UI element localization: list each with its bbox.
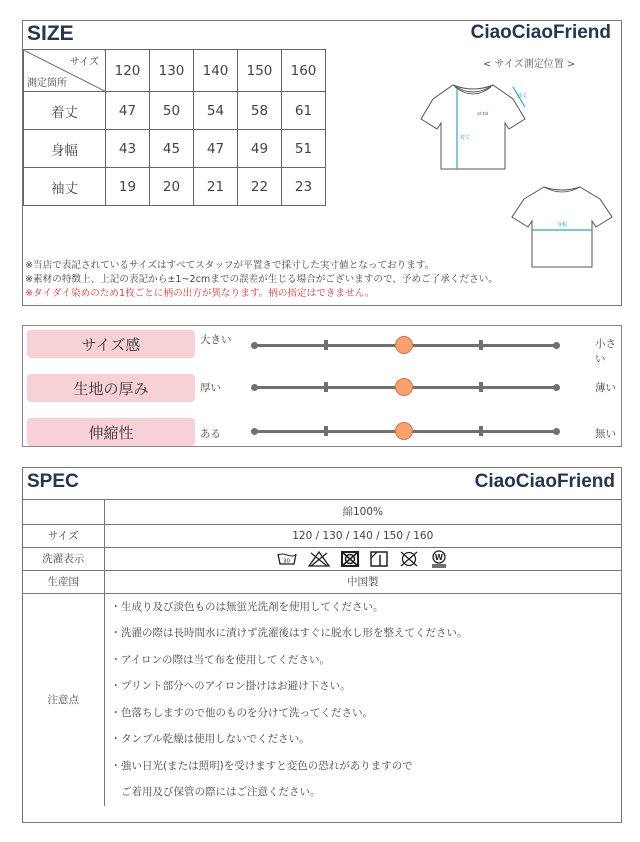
spec-label: 注意点 xyxy=(23,593,104,806)
brand-name: CiaoCiaoFriend xyxy=(470,22,611,43)
fit-label: サイズ感 xyxy=(27,330,195,358)
track-tick xyxy=(324,382,328,392)
cell: 47 xyxy=(194,130,238,168)
cell: 51 xyxy=(282,130,326,168)
no-tumble-dry-icon xyxy=(341,551,359,567)
fit-section xyxy=(22,325,622,447)
spec-row-cautions xyxy=(23,593,621,806)
wash-30-icon xyxy=(277,552,297,566)
no-dry-clean-icon xyxy=(399,551,419,567)
fit-left-text: ある xyxy=(200,428,221,440)
row-label: 着丈 xyxy=(24,92,106,130)
track-tick xyxy=(324,426,328,436)
svg-text:30: 30 xyxy=(283,558,291,564)
cell: 23 xyxy=(282,168,326,206)
track-tick xyxy=(479,340,483,350)
tshirt-front-diagram xyxy=(417,79,529,171)
size-col-header: 160 xyxy=(282,50,326,92)
track-end-dot xyxy=(553,428,560,435)
track-end-dot xyxy=(251,428,258,435)
fit-left-text: 大きい xyxy=(200,334,232,346)
spec-label: サイズ xyxy=(23,524,104,547)
spec-row-origin xyxy=(23,570,621,593)
spec-table xyxy=(23,500,621,806)
origin-value: 中国製 xyxy=(104,570,621,593)
cell: 54 xyxy=(194,92,238,130)
caution-item: ・色落ちしますので他のものを分けて洗ってください。 xyxy=(110,706,373,719)
cell: 21 xyxy=(194,168,238,206)
caution-item: ・アイロンの際は当て布を使用してください。 xyxy=(110,653,331,666)
fit-indicator-knob xyxy=(395,422,413,440)
sizes-value: 120 / 130 / 140 / 150 / 160 xyxy=(104,524,621,547)
tie-dye-warning: ※タイダイ染めのため1枚ごとに柄の出方が異なります。柄の指定はできません。 xyxy=(25,288,375,299)
track-tick xyxy=(479,426,483,436)
fit-right-text: 小さい xyxy=(595,338,616,365)
caution-list xyxy=(104,593,621,806)
caution-item: ・タンブル乾燥は使用しないでください。 xyxy=(110,733,310,745)
cell: 50 xyxy=(150,92,194,130)
cell: 43 xyxy=(106,130,150,168)
brand-name: CiaoCiaoFriend xyxy=(474,471,615,492)
cell: 58 xyxy=(238,92,282,130)
svg-text:W: W xyxy=(434,552,444,562)
fit-label: 伸縮性 xyxy=(27,418,195,446)
fit-label: 生地の厚み xyxy=(27,374,195,402)
size-section xyxy=(22,20,622,306)
track-end-dot xyxy=(251,342,258,349)
size-col-header: 150 xyxy=(238,50,282,92)
spec-label: 生産国 xyxy=(23,570,104,593)
no-bleach-icon xyxy=(308,551,330,567)
sleeve-label: 袖丈 xyxy=(517,93,528,99)
fit-left-text: 厚い xyxy=(200,382,221,394)
spec-title: SPEC xyxy=(27,471,79,492)
spec-row-size xyxy=(23,524,621,547)
row-label: 袖丈 xyxy=(24,168,106,206)
cell: 61 xyxy=(282,92,326,130)
spec-row-material xyxy=(23,500,621,524)
wet-clean-icon xyxy=(430,550,448,568)
fit-row-thickness xyxy=(23,374,623,402)
size-header-row xyxy=(24,50,326,92)
material-value: 綿100% xyxy=(104,500,621,524)
spec-label: 洗濯表示 xyxy=(23,547,104,570)
line-dry-shade-icon xyxy=(370,551,388,567)
row-label: 身幅 xyxy=(24,130,106,168)
length-label: 着丈 xyxy=(460,135,471,141)
caution-item: ・生成り及び淡色ものは無蛍光洗剤を使用してください。 xyxy=(110,600,384,613)
spec-label xyxy=(23,500,104,524)
cell: 20 xyxy=(150,168,194,206)
track-end-dot xyxy=(553,342,560,349)
size-title: SIZE xyxy=(27,22,74,45)
table-row xyxy=(24,168,326,206)
width-label: 身幅 xyxy=(557,222,568,228)
fit-right-text: 無い xyxy=(595,428,616,440)
table-row xyxy=(24,130,326,168)
track-tick xyxy=(324,340,328,350)
fit-indicator-knob xyxy=(395,336,413,354)
header-size-label: サイズ xyxy=(69,57,99,68)
cell: 45 xyxy=(150,130,194,168)
caution-item: ・プリント部分へのアイロン掛けはお避け下さい。 xyxy=(110,680,351,692)
caution-item: ・洗濯の際は長時間水に漬けず洗濯後はすぐに脱水し形を整えてください。 xyxy=(110,627,468,639)
header-measure-label: 測定箇所 xyxy=(27,78,67,89)
size-col-header: 130 xyxy=(150,50,194,92)
size-notes xyxy=(25,259,498,301)
spec-row-care xyxy=(23,547,621,570)
size-table xyxy=(23,49,326,206)
caution-item: ・強い日光(または照明)を受けますと変色の恐れがありますので xyxy=(110,759,413,772)
tshirt-back-diagram xyxy=(510,183,616,269)
fit-right-text: 薄い xyxy=(595,382,616,394)
cell: 47 xyxy=(106,92,150,130)
size-col-header: 140 xyxy=(194,50,238,92)
track-tick xyxy=(479,382,483,392)
cell: 49 xyxy=(238,130,282,168)
caution-item: ご着用及び保管の際にはご注意ください。 xyxy=(110,786,321,798)
cell: 22 xyxy=(238,168,282,206)
care-icons xyxy=(104,547,621,570)
note-line: ※素材の特徴上、上記の表記から±1~2cmまでの誤差が生じる場合がございますので、予めご了承ください。 xyxy=(25,274,498,285)
measure-caption: < サイズ測定位置 > xyxy=(483,59,576,70)
size-col-header: 120 xyxy=(106,50,150,92)
fit-indicator-knob xyxy=(395,378,413,396)
svg-text:al:tal: al:tal xyxy=(477,112,489,117)
table-row xyxy=(24,92,326,130)
track-end-dot xyxy=(251,384,258,391)
fit-row-stretch xyxy=(23,418,623,446)
track-end-dot xyxy=(553,384,560,391)
spec-section xyxy=(22,467,622,823)
spec-header xyxy=(23,468,621,500)
cell: 19 xyxy=(106,168,150,206)
diagonal-header-cell xyxy=(24,50,106,92)
fit-row-size xyxy=(23,330,623,365)
note-line: ※当店で表記されているサイズはすべてスタッフが平置きで採寸した実寸値となっております。 xyxy=(25,260,435,271)
